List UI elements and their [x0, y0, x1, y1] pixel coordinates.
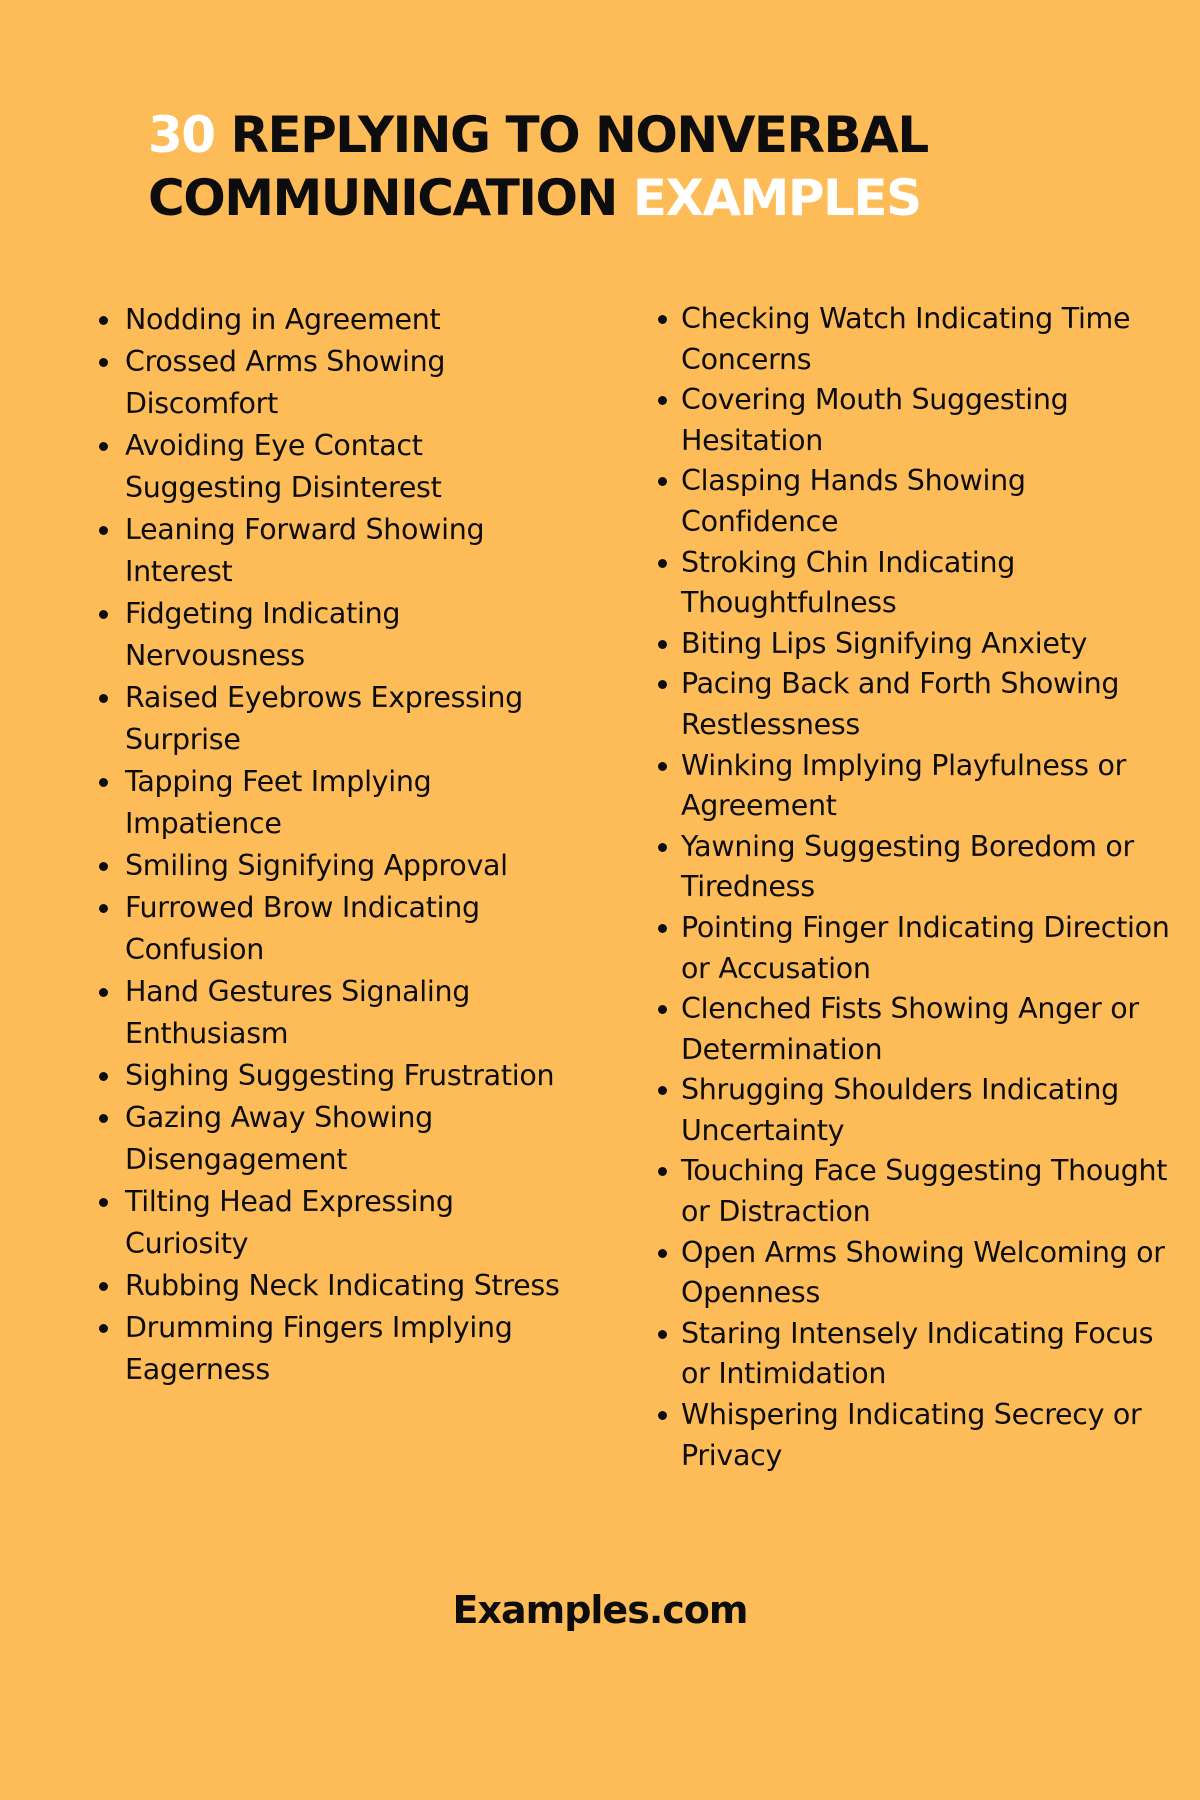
list-item: Raised Eyebrows Expressing Surprise [96, 677, 566, 761]
list-item: Tapping Feet Implying Impatience [96, 761, 566, 845]
bullet-icon [99, 694, 108, 703]
bullet-icon [658, 1249, 667, 1258]
list-item: Sighing Suggesting Frustration [96, 1055, 566, 1097]
bullet-icon [658, 1086, 667, 1095]
list-item: Clenched Fists Showing Anger or Determination [655, 989, 1175, 1070]
list-item: Furrowed Brow Indicating Confusion [96, 887, 566, 971]
title-number: 30 [148, 106, 215, 164]
bullet-icon [658, 640, 667, 649]
list-item: Nodding in Agreement [96, 299, 566, 341]
list-item: Checking Watch Indicating Time Concerns [655, 299, 1175, 380]
list-item: Covering Mouth Suggesting Hesitation [655, 380, 1175, 461]
list-item: Crossed Arms Showing Discomfort [96, 341, 566, 425]
bullet-icon [658, 680, 667, 689]
list-item: Whispering Indicating Secrecy or Privacy [655, 1395, 1175, 1476]
list-item: Drumming Fingers Implying Eagerness [96, 1307, 566, 1391]
bullet-icon [99, 862, 108, 871]
title-line2: COMMUNICATION [148, 169, 633, 227]
bullet-icon [658, 843, 667, 852]
list-item: Pointing Finger Indicating Direction or Accusation [655, 908, 1175, 989]
bullet-icon [99, 526, 108, 535]
bullet-icon [99, 778, 108, 787]
bullet-icon [658, 924, 667, 933]
list-item: Biting Lips Signifying Anxiety [655, 624, 1175, 665]
bullet-icon [658, 477, 667, 486]
bullet-icon [99, 988, 108, 997]
bullet-icon [99, 1282, 108, 1291]
brand-footer: Examples.com [452, 1588, 748, 1632]
bullet-icon [658, 315, 667, 324]
list-item: Yawning Suggesting Boredom or Tiredness [655, 827, 1175, 908]
page-title [148, 104, 1148, 230]
list-item: Touching Face Suggesting Thought or Distraction [655, 1151, 1175, 1232]
bullet-icon [658, 396, 667, 405]
list-item: Shrugging Shoulders Indicating Uncertainty [655, 1070, 1175, 1151]
bullet-icon [658, 559, 667, 568]
title-highlight: EXAMPLES [632, 169, 921, 227]
list-item: Open Arms Showing Welcoming or Openness [655, 1233, 1175, 1314]
list-item: Rubbing Neck Indicating Stress [96, 1265, 566, 1307]
list-item: Staring Intensely Indicating Focus or Intimidation [655, 1314, 1175, 1395]
bullet-icon [658, 1005, 667, 1014]
list-item: Leaning Forward Showing Interest [96, 509, 566, 593]
bullet-icon [658, 1330, 667, 1339]
bullet-icon [99, 1114, 108, 1123]
list-item: Winking Implying Playfulness or Agreement [655, 746, 1175, 827]
title-line1: REPLYING TO NONVERBAL [214, 106, 928, 164]
bullet-icon [99, 610, 108, 619]
list-item: Smiling Signifying Approval [96, 845, 566, 887]
list-item: Hand Gestures Signaling Enthusiasm [96, 971, 566, 1055]
bullet-icon [99, 442, 108, 451]
list-item: Stroking Chin Indicating Thoughtfulness [655, 543, 1175, 624]
right-example-list [655, 299, 1175, 1476]
bullet-icon [99, 904, 108, 913]
bullet-icon [658, 1167, 667, 1176]
left-example-list [96, 299, 566, 1391]
bullet-icon [99, 316, 108, 325]
list-item: Avoiding Eye Contact Suggesting Disinterest [96, 425, 566, 509]
list-item: Clasping Hands Showing Confidence [655, 461, 1175, 542]
bullet-icon [658, 1411, 667, 1420]
bullet-icon [99, 1072, 108, 1081]
bullet-icon [99, 358, 108, 367]
list-item: Pacing Back and Forth Showing Restlessness [655, 664, 1175, 745]
list-item: Gazing Away Showing Disengagement [96, 1097, 566, 1181]
bullet-icon [99, 1324, 108, 1333]
bullet-icon [99, 1198, 108, 1207]
list-item: Fidgeting Indicating Nervousness [96, 593, 566, 677]
bullet-icon [658, 762, 667, 771]
list-item: Tilting Head Expressing Curiosity [96, 1181, 566, 1265]
